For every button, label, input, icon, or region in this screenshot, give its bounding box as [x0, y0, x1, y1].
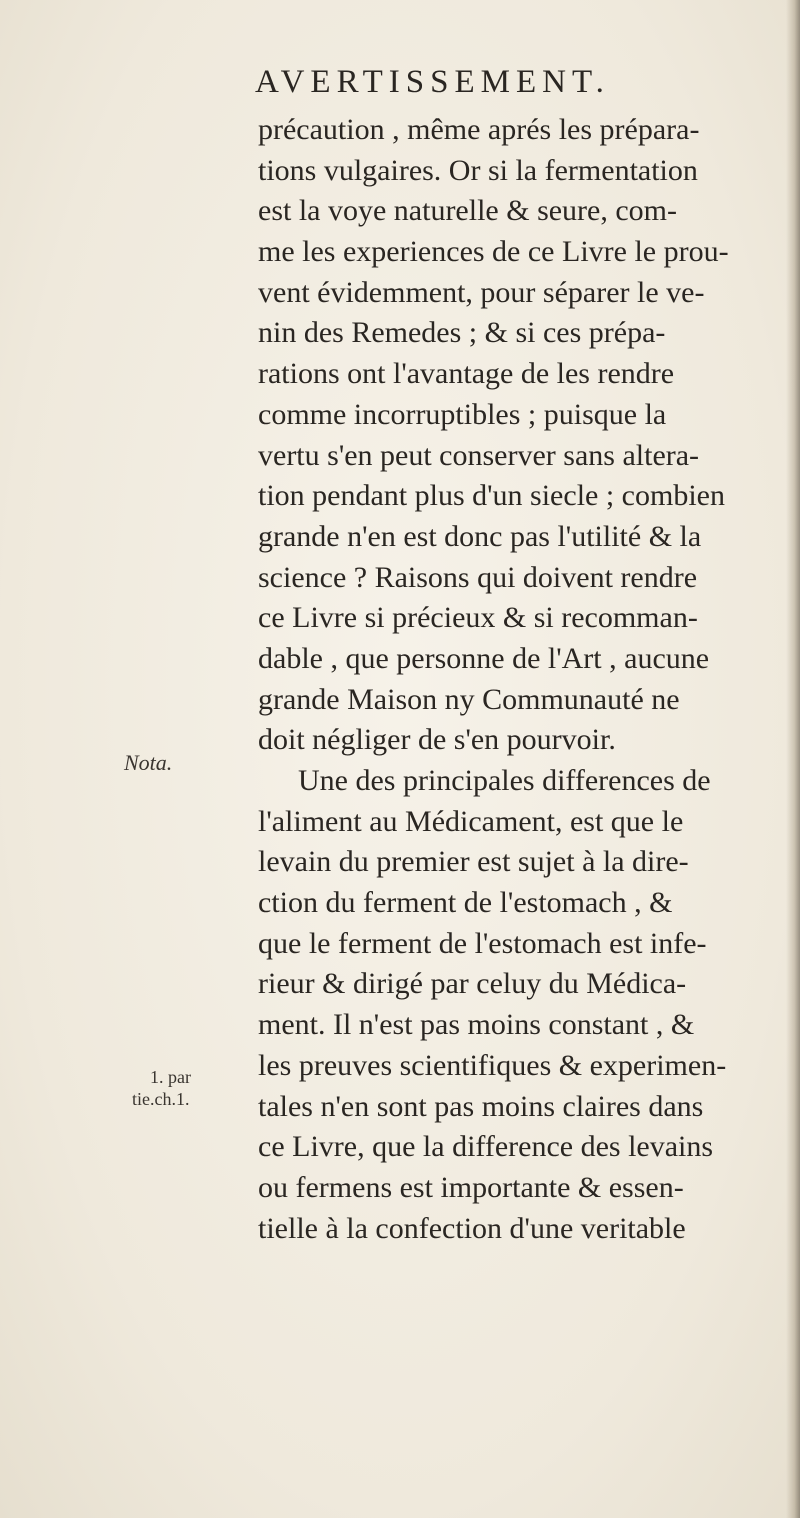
text-line: tions vulgaires. Or si la fermentation — [258, 153, 698, 187]
text-line: vertu s'en peut conserver sans altera- — [258, 438, 700, 472]
text-line: tion pendant plus d'un siecle ; combien — [258, 479, 725, 513]
margin-note-nota: Nota. — [124, 750, 173, 775]
text-line: ce Livre, que la difference des levains — [258, 1130, 714, 1164]
running-header: AVERTISSEMENT. — [255, 64, 610, 100]
text-line: ou fermens est importante & essen- — [258, 1170, 684, 1204]
text-line: ce Livre si précieux & si recomman- — [258, 601, 698, 635]
text-line: rations ont l'avantage de les rendre — [258, 357, 675, 391]
text-line: est la voye naturelle & seure, com- — [258, 194, 678, 228]
page-edge-shadow — [786, 0, 800, 1518]
text-line: vent évidemment, pour séparer le ve- — [258, 275, 705, 309]
body-text — [258, 110, 758, 1249]
text-line: levain du premier est sujet à la dire- — [258, 845, 689, 879]
text-line: ment. Il n'est pas moins constant , & — [258, 1008, 695, 1042]
text-line: ction du ferment de l'estomach , & — [258, 886, 673, 920]
text-line: nin des Remedes ; & si ces prépa- — [258, 316, 666, 350]
text-line: les preuves scientifiques & experimen- — [258, 1048, 727, 1082]
text-line: me les experiences de ce Livre le prou- — [258, 235, 729, 269]
text-line: précaution , même aprés les prépara- — [258, 113, 700, 146]
text-line: doit négliger de s'en pourvoir. — [258, 723, 616, 757]
text-line: tales n'en sont pas moins claires dans — [258, 1089, 704, 1123]
text-line: rieur & dirigé par celuy du Médica- — [258, 967, 687, 1001]
text-line: dable , que personne de l'Art , aucune — [258, 641, 710, 675]
text-line: l'aliment au Médicament, est que le — [258, 804, 684, 838]
text-line: que le ferment de l'estomach est infe- — [258, 926, 707, 960]
text-line: grande n'en est donc pas l'utilité & la — [258, 519, 702, 553]
text-line: grande Maison ny Communauté ne — [258, 682, 680, 716]
margin-reference-part: 1. par — [150, 1067, 191, 1087]
text-line: science ? Raisons qui doivent rendre — [258, 560, 698, 594]
text-line: tielle à la confection d'une veritable — [258, 1211, 686, 1245]
margin-reference-chapter: tie.ch.1. — [132, 1089, 190, 1109]
text-line-paragraph-start: Une des principales differences de — [298, 764, 711, 797]
text-line: comme incorruptibles ; puisque la — [258, 397, 667, 431]
